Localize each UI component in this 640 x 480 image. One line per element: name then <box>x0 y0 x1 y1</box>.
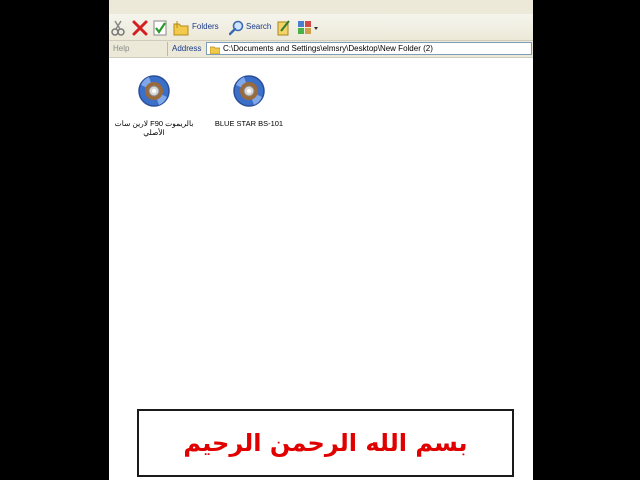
scissors-icon[interactable] <box>111 19 125 37</box>
properties-icon[interactable] <box>152 19 168 37</box>
toolbar <box>109 0 533 41</box>
search-icon[interactable] <box>229 19 245 37</box>
caption-banner <box>137 409 514 477</box>
banner-text: بسم الله الرحمن الرحيم <box>183 429 468 457</box>
separator <box>167 42 168 56</box>
file-name[interactable]: BLUE STAR BS-101 <box>214 119 284 128</box>
disc-image-icon <box>137 74 171 108</box>
address-field[interactable] <box>206 42 532 55</box>
disc-image-icon <box>232 74 266 108</box>
rename-icon[interactable] <box>276 19 292 37</box>
address-path[interactable]: C:\Documents and Settings\elmsry\Desktop\New Folder (2) <box>223 44 433 53</box>
file-item[interactable] <box>204 74 294 128</box>
explorer-window <box>109 0 533 480</box>
folders-label[interactable]: Folders <box>192 22 219 31</box>
file-name[interactable]: بالريموت F90 لارين سات الأصلي <box>114 119 194 137</box>
folder-icon <box>210 45 220 56</box>
search-label[interactable]: Search <box>246 22 272 31</box>
toolbar-top-strip <box>109 0 533 14</box>
address-label: Address <box>172 44 202 53</box>
views-icon[interactable] <box>297 19 319 37</box>
file-item[interactable] <box>109 74 199 137</box>
folders-icon[interactable] <box>173 19 189 37</box>
address-bar <box>109 41 533 58</box>
delete-icon[interactable] <box>132 19 148 37</box>
help-label[interactable]: Help <box>113 44 130 53</box>
